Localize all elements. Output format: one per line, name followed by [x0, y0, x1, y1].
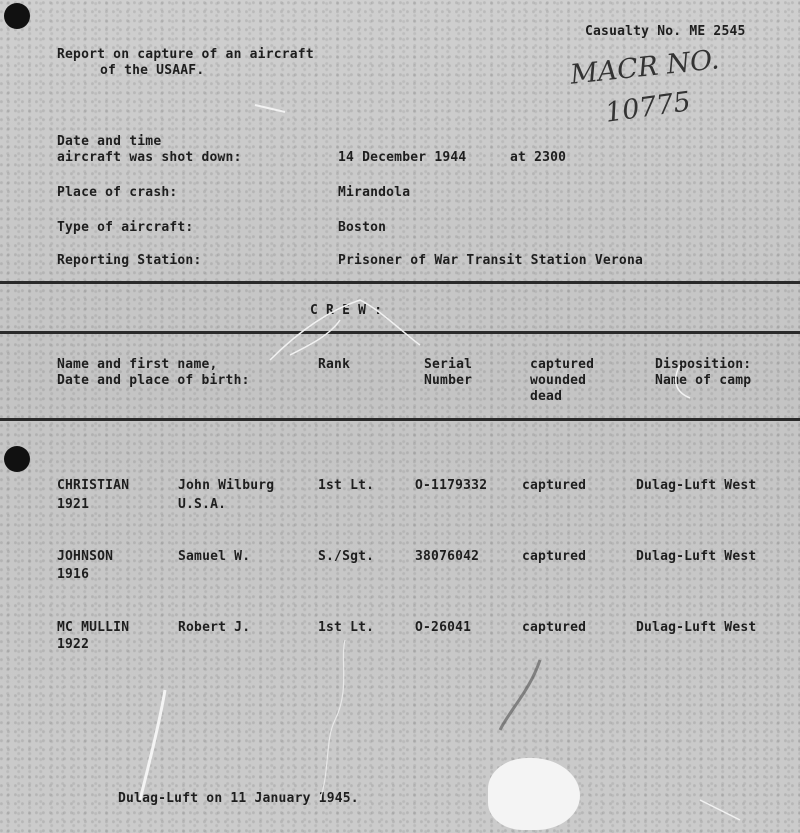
col-name-line2: Date and place of birth:	[57, 373, 250, 388]
crew-serial: O-26041	[415, 620, 472, 635]
crew-rank: 1st Lt.	[318, 620, 375, 635]
col-name-line1: Name and first name,	[57, 357, 218, 372]
footer-note: Dulag-Luft on 11 January 1945.	[118, 791, 359, 806]
crew-birth: 1921	[57, 497, 90, 512]
date-label-line2: aircraft was shot down:	[57, 150, 242, 165]
type-value: Boston	[338, 220, 387, 235]
crew-rank: S./Sgt.	[318, 549, 375, 564]
crew-status: captured	[522, 620, 587, 635]
crew-surname: CHRISTIAN	[57, 478, 130, 493]
place-value: Mirandola	[338, 185, 411, 200]
col-serial-line2: Number	[424, 373, 473, 388]
col-serial-line1: Serial	[424, 357, 473, 372]
date-label-line1: Date and time	[57, 134, 162, 149]
crew-status: captured	[522, 478, 587, 493]
crew-birth: 1922	[57, 637, 90, 652]
crew-status: captured	[522, 549, 587, 564]
station-label: Reporting Station:	[57, 253, 202, 268]
crew-first-name: Samuel W.	[178, 549, 251, 564]
crew-camp: Dulag-Luft West	[636, 620, 757, 635]
col-status-line2: wounded	[530, 373, 587, 388]
report-title-line1: Report on capture of an aircraft	[57, 47, 314, 62]
crew-surname: MC MULLIN	[57, 620, 130, 635]
crew-rank: 1st Lt.	[318, 478, 375, 493]
col-disp-line1: Disposition:	[655, 357, 752, 372]
crew-serial: 38076042	[415, 549, 480, 564]
crew-birth: 1916	[57, 567, 90, 582]
col-disp-line2: Name of camp	[655, 373, 752, 388]
col-rank: Rank	[318, 357, 351, 372]
crew-camp: Dulag-Luft West	[636, 549, 757, 564]
crew-surname: JOHNSON	[57, 549, 114, 564]
col-status-line3: dead	[530, 389, 563, 404]
handwritten-mach-label: MACR NO.	[568, 44, 721, 91]
station-value: Prisoner of War Transit Station Verona	[338, 253, 644, 268]
report-title-line2: of the USAAF.	[100, 63, 205, 78]
col-status-line1: captured	[530, 357, 595, 372]
crew-first-name-2: U.S.A.	[178, 497, 227, 512]
time-value: at 2300	[510, 150, 567, 165]
crew-title: C R E W :	[310, 303, 383, 318]
type-label: Type of aircraft:	[57, 220, 194, 235]
date-value: 14 December 1944	[338, 150, 467, 165]
place-label: Place of crash:	[57, 185, 178, 200]
handwritten-mach-number: 10775	[603, 86, 693, 129]
casualty-number: Casualty No. ME 2545	[585, 24, 746, 39]
crew-camp: Dulag-Luft West	[636, 478, 757, 493]
crew-first-name: Robert J.	[178, 620, 251, 635]
crew-first-name: John Wilburg	[178, 478, 275, 493]
crew-serial: O-1179332	[415, 478, 488, 493]
